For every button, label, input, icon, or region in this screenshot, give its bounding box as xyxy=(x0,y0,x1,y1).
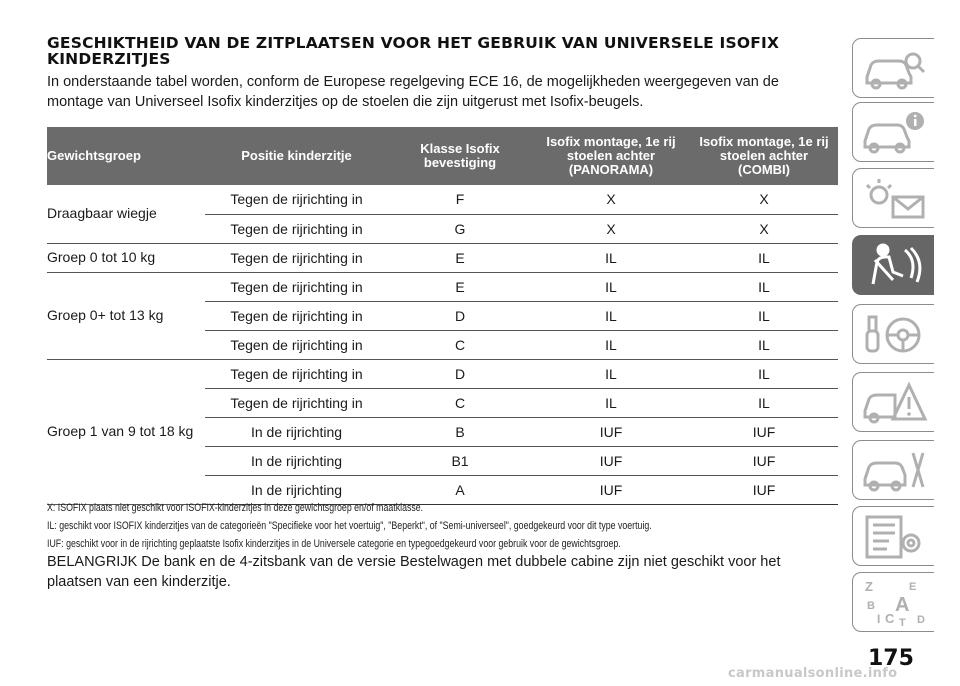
table-header-row xyxy=(47,127,838,185)
panorama-cell: IL xyxy=(532,301,690,330)
data-gear-icon xyxy=(859,511,929,561)
svg-text:I: I xyxy=(876,612,880,626)
weight-group-cell: Groep 0 tot 10 kg xyxy=(47,243,205,272)
panorama-cell: IL xyxy=(532,388,690,417)
position-cell: Tegen de rijrichting in xyxy=(205,330,388,359)
panorama-cell: IL xyxy=(532,272,690,301)
position-cell: Tegen de rijrichting in xyxy=(205,243,388,272)
weight-group-cell: Groep 0+ tot 13 kg xyxy=(47,272,205,359)
car-tools-icon xyxy=(859,445,929,495)
class-cell: D xyxy=(388,359,532,388)
class-cell: C xyxy=(388,388,532,417)
class-cell: E xyxy=(388,272,532,301)
panorama-cell: IUF xyxy=(532,417,690,446)
class-cell: B xyxy=(388,417,532,446)
weight-group-cell: Draagbaar wiegje xyxy=(47,185,205,243)
combi-cell: IL xyxy=(690,301,838,330)
class-cell: D xyxy=(388,301,532,330)
tab-data-gear[interactable] xyxy=(852,506,934,566)
panorama-cell: IUF xyxy=(532,446,690,475)
tab-car-search[interactable] xyxy=(852,38,934,98)
warning-lights-icon xyxy=(859,173,929,223)
header-panorama: Isofix montage, 1e rij stoelen achter (PANORAMA) xyxy=(532,127,690,185)
class-cell: B1 xyxy=(388,446,532,475)
svg-text:E: E xyxy=(908,581,916,593)
table-row xyxy=(47,243,838,272)
class-cell: A xyxy=(388,475,532,504)
header-seat-position: Positie kinderzitje xyxy=(205,127,388,185)
isofix-table xyxy=(47,127,838,505)
position-cell: Tegen de rijrichting in xyxy=(205,301,388,330)
class-cell: G xyxy=(388,214,532,243)
position-cell: In de rijrichting xyxy=(205,446,388,475)
panorama-cell: X xyxy=(532,185,690,214)
svg-text:A: A xyxy=(894,594,909,616)
note-x: X: ISOFIX plaats niet geschikt voor ISOFIX-kinderzitjes in deze gewichtsgroep en/of maatklasse. xyxy=(47,502,424,514)
note-il: IL: geschikt voor ISOFIX kinderzitjes van de categorieën "Specifieke voor het voertuig", "Beperkt", of "Semi-universeel", goedgekeurd voor dit type voertuig. xyxy=(47,520,652,532)
panorama-cell: IL xyxy=(532,243,690,272)
page-number: 175 xyxy=(868,646,914,671)
svg-text:T: T xyxy=(898,617,906,627)
important-note: BELANGRIJK De bank en de 4-zitsbank van de versie Bestelwagen met dubbele cabine zijn niet geschikt voor het plaatsen van een kinderzitje. xyxy=(47,554,781,590)
class-cell: E xyxy=(388,243,532,272)
intro-paragraph: In onderstaande tabel worden, conform de Europese regelgeving ECE 16, de mogelijkheden weergegeven van de montage van Universeel Isofix kinderzitjes op de stoelen die zijn uitgerust met Isofix-beugels. xyxy=(47,74,779,110)
tab-key-steering[interactable] xyxy=(852,304,934,364)
combi-cell: IL xyxy=(690,388,838,417)
combi-cell: IL xyxy=(690,272,838,301)
svg-text:B: B xyxy=(866,600,875,612)
tab-warning-triangle[interactable] xyxy=(852,372,934,432)
combi-cell: IL xyxy=(690,243,838,272)
svg-text:Z: Z xyxy=(864,579,873,594)
warning-triangle-icon xyxy=(859,377,929,427)
combi-cell: IL xyxy=(690,330,838,359)
header-combi: Isofix montage, 1e rij stoelen achter (COMBI) xyxy=(690,127,838,185)
section-title: GESCHIKTHEID VAN DE ZITPLAATSEN VOOR HET GEBRUIK VAN UNIVERSELE ISOFIX KINDERZITJES xyxy=(47,34,780,68)
panorama-cell: IUF xyxy=(532,475,690,504)
panorama-cell: X xyxy=(532,214,690,243)
table-row xyxy=(47,185,838,214)
position-cell: Tegen de rijrichting in xyxy=(205,272,388,301)
table-row xyxy=(47,359,838,388)
weight-group-cell: Groep 1 van 9 tot 18 kg xyxy=(47,359,205,504)
combi-cell: X xyxy=(690,214,838,243)
position-cell: Tegen de rijrichting in xyxy=(205,359,388,388)
position-cell: Tegen de rijrichting in xyxy=(205,185,388,214)
tab-car-info[interactable] xyxy=(852,102,934,162)
tab-seatbelt-airbag[interactable] xyxy=(852,235,934,295)
car-info-icon xyxy=(859,107,929,157)
panorama-cell: IL xyxy=(532,330,690,359)
position-cell: In de rijrichting xyxy=(205,417,388,446)
note-iuf: IUF: geschikt voor in de rijrichting geplaatste Isofix kinderzitjes in de Universele categorie en typegoedgekeurd voor gebruik voor de gewichtsgroep. xyxy=(47,538,621,550)
table-row xyxy=(47,272,838,301)
alphabet-index-icon xyxy=(859,577,929,627)
position-cell: In de rijrichting xyxy=(205,475,388,504)
header-isofix-class: Klasse Isofix bevestiging xyxy=(388,127,532,185)
tab-alphabet-index[interactable] xyxy=(852,572,934,632)
combi-cell: IUF xyxy=(690,417,838,446)
seatbelt-airbag-icon xyxy=(859,240,929,290)
tab-car-tools[interactable] xyxy=(852,440,934,500)
combi-cell: IUF xyxy=(690,475,838,504)
combi-cell: IUF xyxy=(690,446,838,475)
svg-text:D: D xyxy=(916,614,925,626)
position-cell: Tegen de rijrichting in xyxy=(205,388,388,417)
class-cell: F xyxy=(388,185,532,214)
table-notes xyxy=(47,500,837,554)
panorama-cell: IL xyxy=(532,359,690,388)
class-cell: C xyxy=(388,330,532,359)
header-weight-group: Gewichtsgroep xyxy=(47,127,205,185)
position-cell: Tegen de rijrichting in xyxy=(205,214,388,243)
combi-cell: X xyxy=(690,185,838,214)
svg-text:C: C xyxy=(884,611,894,626)
tab-warning-lights[interactable] xyxy=(852,168,934,228)
car-search-icon xyxy=(859,43,929,93)
watermark: carmanualsonline.info xyxy=(728,666,898,681)
combi-cell: IL xyxy=(690,359,838,388)
key-steering-wheel-icon xyxy=(859,309,929,359)
